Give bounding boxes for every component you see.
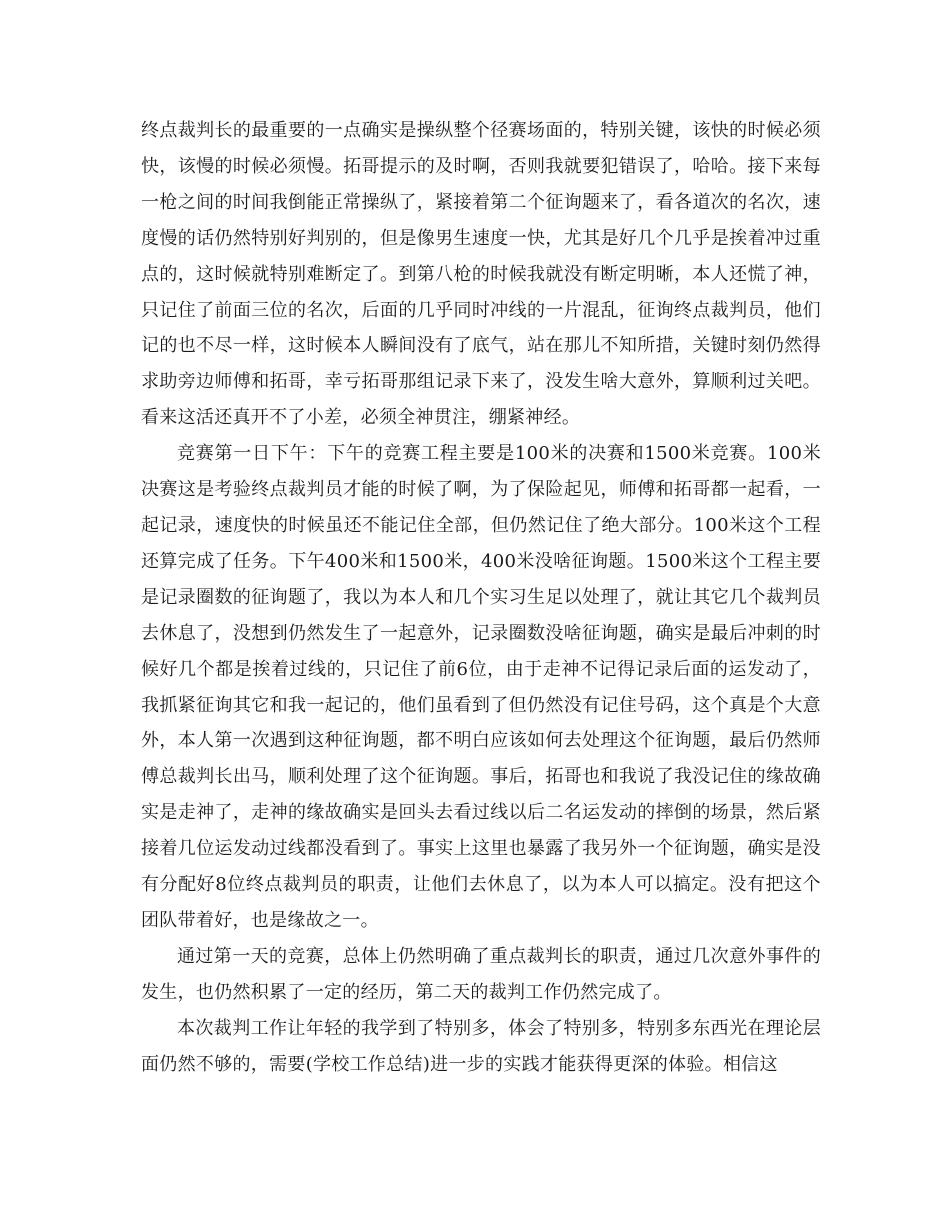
paragraph-2: 竞赛第一日下午：下午的竞赛工程主要是100米的决赛和1500米竞赛。100米决赛这是考验终点裁判员才能的时候了啊，为了保险起见，师傅和拓哥都一起看，一起记录，速度快的时候虽还不能记住全部，但仍然记住了绝大部分。100米这个工程还算完成了任务。下午400米和1500米，400米没啥征询题。1500米这个工程主要是记录圈数的征询题了，我以为本人和几个实习生足以处理了，就让其它几个裁判员去休息了，没想到仍然发生了一起意外，记录圈数没啥征询题，确实是最后冲刺的时候好几个都是挨着过线的，只记住了前6位，由于走神不记得记录后面的运发动了，我抓紧征询其它和我一起记的，他们虽看到了但仍然没有记住号码，这个真是个大意外，本人第一次遇到这种征询题，都不明白应该如何去处理这个征询题，最后仍然师傅总裁判长出马，顺利处理了这个征询题。事后，拓哥也和我说了我没记住的缘故确实是走神了，走神的缘故确实是回头去看过线以后二名运发动的摔倒的场景，然后紧接着几位运发动过线都没看到了。事实上这里也暴露了我另外一个征询题，确实是没有分配好8位终点裁判员的职责，让他们去休息了，以为本人可以搞定。没有把这个团队带着好，也是缘故之一。	[141, 443, 821, 931]
paragraph-1: 终点裁判长的最重要的一点确实是操纵整个径赛场面的，特别关键，该快的时候必须快，该慢的时候必须慢。拓哥提示的及时啊，否则我就要犯错误了，哈哈。接下来每一枪之间的时间我倒能正常操纵了，紧接着第二个征询题来了，看各道次的名次，速度慢的话仍然特别好判别的，但是像男生速度一快，尤其是好几个几乎是挨着冲过重点的，这时候就特别难断定了。到第八枪的时候我就没有断定明晰，本人还慌了神，只记住了前面三位的名次，后面的几乎同时冲线的一片混乱，征询终点裁判员，他们记的也不尽一样，这时候本人瞬间没有了底气，站在那儿不知所措，关键时刻仍然得求助旁边师傅和拓哥，幸亏拓哥那组记录下来了，没发生啥大意外，算顺利过关吧。看来这活还真开不了小差，必须全神贯注，绷紧神经。	[141, 120, 821, 429]
paragraph-4: 本次裁判工作让年轻的我学到了特别多，体会了特别多，特别多东西光在理论层面仍然不够的，需要(学校工作总结)进一步的实践才能获得更深的体验。相信这	[141, 1017, 821, 1075]
document-body	[141, 113, 821, 1082]
paragraph-3: 通过第一天的竞赛，总体上仍然明确了重点裁判长的职责，通过几次意外事件的发生，也仍然积累了一定的经历，第二天的裁判工作仍然完成了。	[141, 945, 821, 1003]
